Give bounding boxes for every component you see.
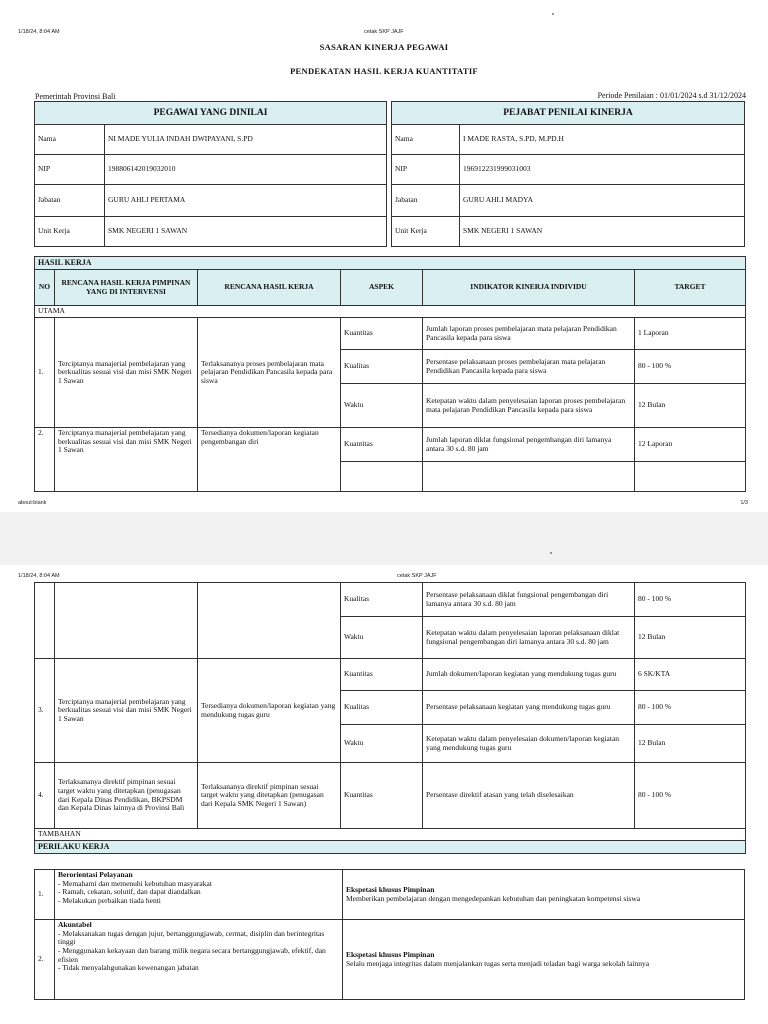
row3-target-3: 12 Bulan <box>635 725 746 763</box>
empty-cell <box>35 583 55 659</box>
row3-indikator-3: Ketepatan waktu dalam penyelesaian dokumen/laporan kegiatan yang mendukung tugas guru <box>423 725 635 763</box>
hasil-kerja-table <box>34 256 746 492</box>
hasil-kerja-table-cont <box>34 582 746 854</box>
pegawai-nama: NI MADE YULIA INDAH DWIPAYANI, S.PD <box>105 125 387 155</box>
row1-indikator-3: Ketepatan waktu dalam penyelesaian laporan proses pembelajaran mata pelajaran Pendidikan Pancasila kepada para siswa <box>423 384 635 428</box>
row1-indikator-1: Jumlah laporan proses pembelajaran mata pelajaran Pendidikan Pancasila kepada para siswa <box>423 318 635 350</box>
print-datetime: 1/18/24, 8:04 AM <box>18 29 60 35</box>
pegawai-nama-label: Nama <box>35 125 105 155</box>
pejabat-nama: I MADE RASTA, S.PD, M.PD.H <box>460 125 745 155</box>
pejabat-jabatan: GURU AHLI MADYA <box>460 185 745 217</box>
empty-cell <box>198 583 341 659</box>
perilaku2-item: - Tidak menyalahgunakan kewenangan jabatan <box>58 963 199 973</box>
pejabat-unit: SMK NEGERI 1 SAWAN <box>460 217 745 247</box>
row2-pimpinan: Terciptanya manajerial pembelajaran yang berkualitas sesuai visi dan misi SMK Negeri 1 Sawan <box>55 428 198 492</box>
row2-no: 2. <box>35 428 55 492</box>
pegawai-nip-label: NIP <box>35 155 105 185</box>
perilaku1-expectation <box>343 870 745 920</box>
row4-aspek-1: Kuantitas <box>341 763 423 829</box>
perilaku1-item: - Melakukan perbaikan tiada henti <box>58 895 161 905</box>
row1-target-1: 1 Laporan <box>635 318 746 350</box>
pegawai-table <box>34 101 387 247</box>
row3-pimpinan: Terciptanya manajerial pembelajaran yang berkualitas sesuai visi dan misi SMK Negeri 1 Sawan <box>55 659 198 763</box>
pejabat-nip: 196912231999031003 <box>460 155 745 185</box>
row1-pimpinan: Terciptanya manajerial pembelajaran yang berkualitas sesuai visi dan misi SMK Negeri 1 Sawan <box>55 318 198 428</box>
org-name: Pemerintah Provinsi Bali <box>35 92 116 101</box>
period-text: Periode Penilaian : 01/01/2024 s.d 31/12/2024 <box>597 91 746 100</box>
perilaku2-item: - Menggunakan kekayaan dan barang milik negara secara bertanggungjawab, efektif, dan efisien <box>58 945 326 964</box>
perilaku1-title: Berorientasi Pelayanan <box>58 870 133 879</box>
row3-indikator-2: Persentase pelaksanaan kegiatan yang mendukung tugas guru <box>423 691 635 725</box>
row2-target-1: 12 Laporan <box>635 428 746 462</box>
pejabat-unit-label: Unit Kerja <box>392 217 460 247</box>
row2-indikator-1: Jumlah laporan diklat fungsional pengembangan diri lamanya antara 30 s.d. 80 jam <box>423 428 635 462</box>
row2-target-3: 12 Bulan <box>635 617 746 659</box>
row1-rhk: Terlaksananya proses pembelajaran mata pelajaran Pendidikan Pancasila kepada para siswa <box>198 318 341 428</box>
row2-rhk: Tersedianya dokumen/laporan kegiatan pengembangan diri <box>198 428 341 492</box>
perilaku-band: PERILAKU KERJA <box>35 841 746 854</box>
table-row <box>35 318 746 350</box>
row1-target-3: 12 Bulan <box>635 384 746 428</box>
row3-aspek-2: Kualitas <box>341 691 423 725</box>
row3-aspek-1: Kuantitas <box>341 659 423 691</box>
perilaku2-desc <box>55 920 343 1000</box>
row1-no: 1. <box>35 318 55 428</box>
table-row <box>35 428 746 462</box>
print-page-2 <box>0 565 768 1024</box>
table-row <box>35 920 745 1000</box>
print-app-title: cetak SKP JAJF <box>364 29 404 35</box>
perilaku1-desc <box>55 870 343 920</box>
pegawai-unit: SMK NEGERI 1 SAWAN <box>105 217 387 247</box>
empty-cell <box>55 583 198 659</box>
row3-indikator-1: Jumlah dokumen/laporan kegiatan yang mendukung tugas guru <box>423 659 635 691</box>
utama-label: UTAMA <box>35 306 746 318</box>
col-no: NO <box>35 270 55 306</box>
pegawai-jabatan: GURU AHLI PERTAMA <box>105 185 387 217</box>
perilaku1-item: - Memahami dan memenuhi kebutuhan masyarakat <box>58 878 212 888</box>
perilaku1-exp-label: Ekspetasi khusus Pimpinan <box>346 884 435 894</box>
scan-dot <box>550 552 552 554</box>
row2-aspek-3: Waktu <box>341 617 423 659</box>
page-gap <box>0 512 768 565</box>
pegawai-header: PEGAWAI YANG DINILAI <box>35 102 387 125</box>
col-rhk: RENCANA HASIL KERJA <box>198 270 341 306</box>
col-aspek: ASPEK <box>341 270 423 306</box>
empty-cell <box>635 462 746 492</box>
doc-subtitle: PENDEKATAN HASIL KERJA KUANTITATIF <box>290 66 478 76</box>
perilaku1-item: - Ramah, cekatan, solutif, dan dapat diandalkan <box>58 887 201 897</box>
row2-aspek-1: Kuantitas <box>341 428 423 462</box>
col-rhk-pimpinan: RENCANA HASIL KERJA PIMPINAN YANG DI INTERVENSI <box>55 270 198 306</box>
perilaku1-no: 1. <box>35 870 55 920</box>
col-indikator: INDIKATOR KINERJA INDIVIDU <box>423 270 635 306</box>
hasil-kerja-band: HASIL KERJA <box>35 257 746 270</box>
table-row <box>35 583 746 617</box>
row3-no: 3. <box>35 659 55 763</box>
perilaku2-expectation <box>343 920 745 1000</box>
perilaku1-exp: Memberikan pembelajaran dengan mengedepankan kebutuhan dan peningkatan kompetensi siswa <box>346 893 641 903</box>
perilaku-table <box>34 869 745 1000</box>
scan-dot <box>552 13 554 15</box>
empty-cell <box>423 462 635 492</box>
print-footer-right: 1/3 <box>740 500 748 506</box>
col-target: TARGET <box>635 270 746 306</box>
row3-target-2: 80 - 100 % <box>635 691 746 725</box>
row4-no: 4. <box>35 763 55 829</box>
pejabat-nama-label: Nama <box>392 125 460 155</box>
row2-target-2: 80 - 100 % <box>635 583 746 617</box>
print-datetime: 1/18/24, 8:04 AM <box>18 573 60 579</box>
table-row <box>35 763 746 829</box>
pejabat-nip-label: NIP <box>392 155 460 185</box>
row3-aspek-3: Waktu <box>341 725 423 763</box>
pegawai-unit-label: Unit Kerja <box>35 217 105 247</box>
row4-target-1: 80 - 100 % <box>635 763 746 829</box>
perilaku2-exp: Selalu menjaga integritas dalam menjalankan tugas serta menjadi teladan bagi warga sekolah lainnya <box>346 958 650 968</box>
print-footer-left: about:blank <box>18 500 47 506</box>
perilaku2-no: 2. <box>35 920 55 1000</box>
pegawai-nip: 198806142019032010 <box>105 155 387 185</box>
row3-target-1: 6 SK/KTA <box>635 659 746 691</box>
pejabat-header: PEJABAT PENILAI KINERJA <box>392 102 745 125</box>
row1-aspek-2: Kualitas <box>341 350 423 384</box>
tambahan-label: TAMBAHAN <box>35 829 746 841</box>
row1-target-2: 80 - 100 % <box>635 350 746 384</box>
row2-indikator-2: Persentase pelaksanaan diklat fungsional pengembangan diri lamanya antara 30 s.d. 80 jam <box>423 583 635 617</box>
print-app-title: cetak SKP JAJF <box>397 573 437 579</box>
table-row <box>35 659 746 691</box>
empty-cell <box>341 462 423 492</box>
perilaku2-title: Akuntabel <box>58 920 92 929</box>
row4-pimpinan: Terlaksananya direktif pimpinan sesuai target waktu yang ditetapkan (penugasan dari Kepala Dinas Pendidikan, BKPSDM dan Kepala Dinas lainnya di Provinsi Bali <box>55 763 198 829</box>
row4-rhk: Terlaksananya direktif pimpinan sesuai target waktu yang ditetapkan (penugasan dari Kepala SMK Negeri 1 Sawan) <box>198 763 341 829</box>
doc-title: SASARAN KINERJA PEGAWAI <box>319 42 449 52</box>
row1-aspek-3: Waktu <box>341 384 423 428</box>
perilaku2-exp-label: Ekspetasi khusus Pimpinan <box>346 949 435 959</box>
row1-aspek-1: Kuantitas <box>341 318 423 350</box>
row1-indikator-2: Persentase pelaksanaan proses pembelajaran mata pelajaran Pendidikan Pancasila kepada para siswa <box>423 350 635 384</box>
row2-aspek-2: Kualitas <box>341 583 423 617</box>
perilaku2-item: - Melaksanakan tugas dengan jujur, bertanggungjawab, cermat, disiplin dan berintegritas tinggi <box>58 928 325 947</box>
row4-indikator-1: Persentase direktif atasan yang telah diselesaikan <box>423 763 635 829</box>
pejabat-table <box>391 101 745 247</box>
table-row <box>35 870 745 920</box>
pejabat-jabatan-label: Jabatan <box>392 185 460 217</box>
row3-rhk: Tersedianya dokumen/laporan kegiatan yang mendukung tugas guru <box>198 659 341 763</box>
row2-indikator-3: Ketepatan waktu dalam penyelesaian laporan pelaksanaan diklat fungsional pengembangan diri lamanya antara 30 s.d. 80 jam <box>423 617 635 659</box>
pegawai-jabatan-label: Jabatan <box>35 185 105 217</box>
